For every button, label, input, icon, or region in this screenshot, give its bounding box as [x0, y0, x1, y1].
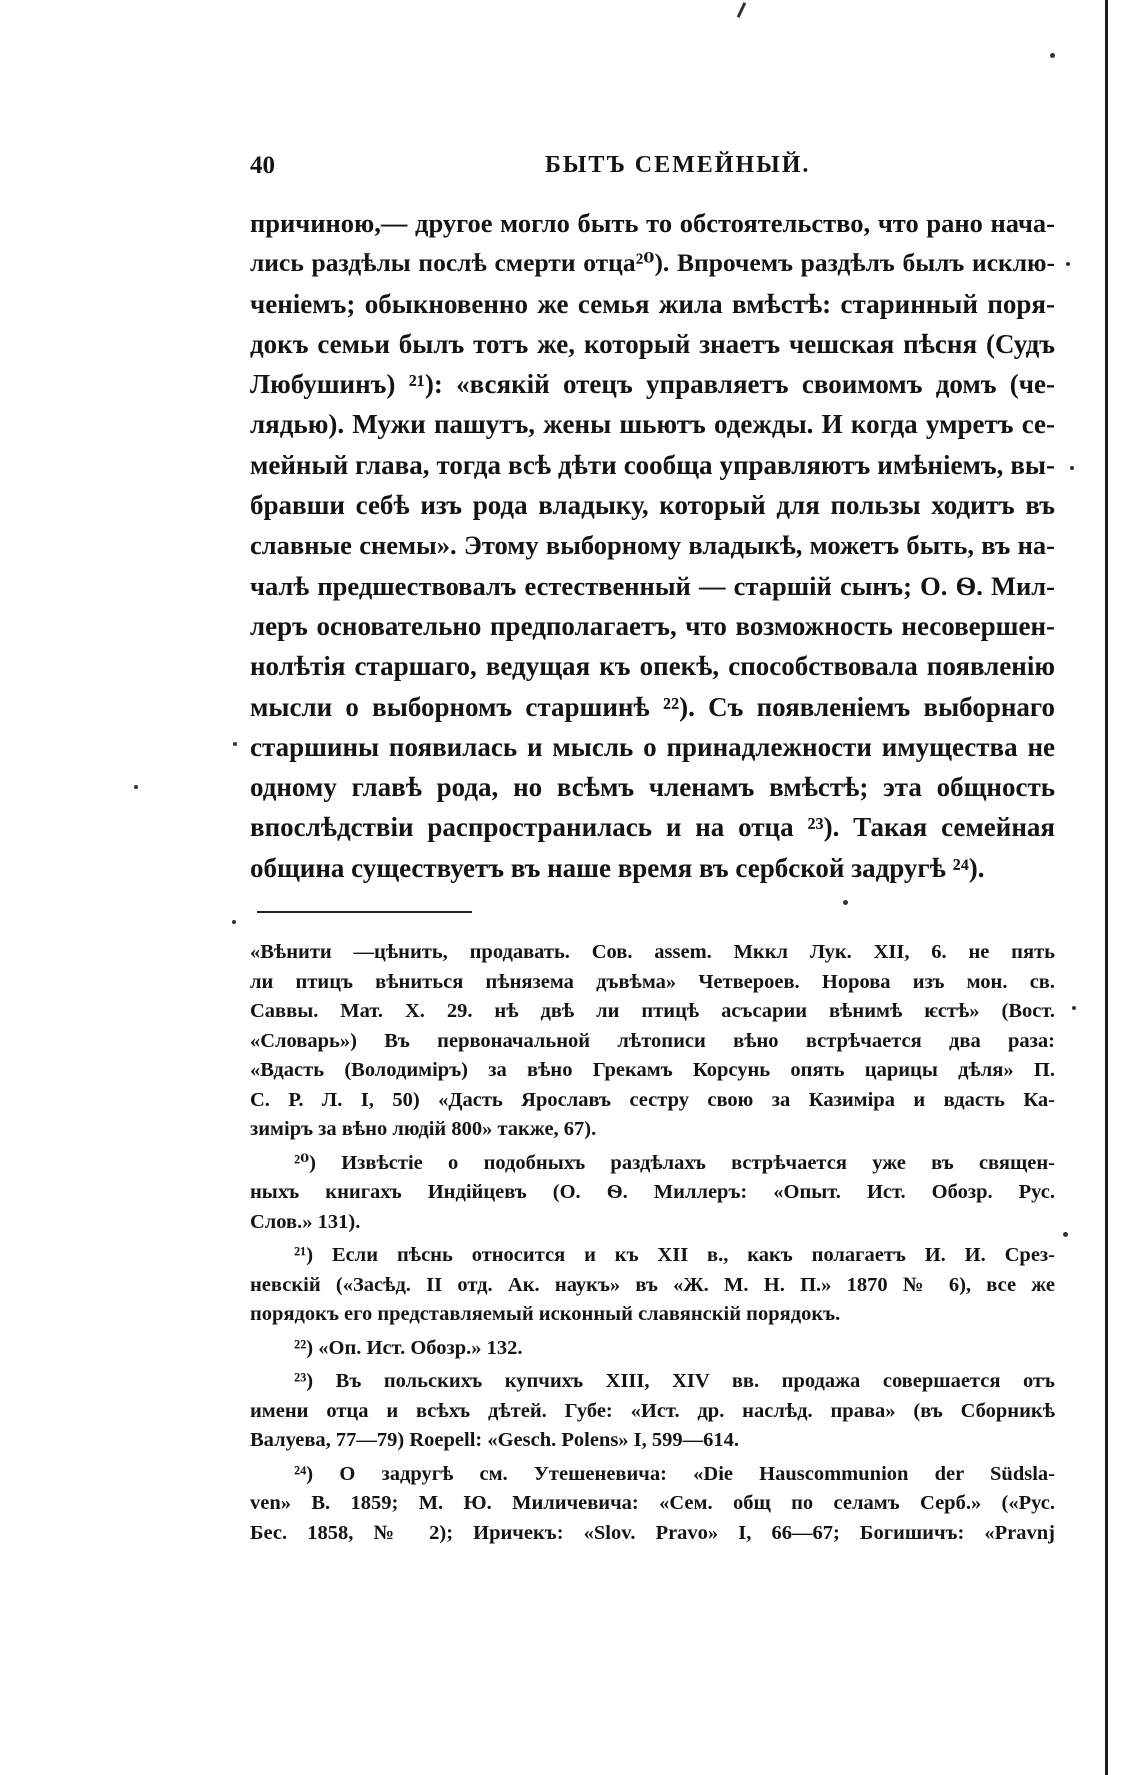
body-line: мейный глава, тогда всѣ дѣти сообща управляютъ имѣніемъ, вы-: [250, 449, 1055, 480]
footnote-line: Бес. 1858, № 2); Иричекъ: «Slov. Pravo» I, 66—67; Богишичъ: «Pravnj: [250, 1521, 1055, 1544]
scan-speck: [1063, 1232, 1068, 1237]
body-line: причиною,— другое могло быть то обстоятельство, что рано нача-: [250, 208, 1055, 238]
footnote-line: невскій («Засѣд. II отд. Ак. наукъ» въ «Ж. М. Н. П.» 1870 № 6), все же: [250, 1273, 1055, 1296]
body-line: лядью). Мужи пашутъ, жены шьютъ одежды. И когда умретъ се-: [250, 409, 1055, 440]
footnote-line: имени отца и всѣхъ дѣтей. Губе: «Ист. др. наслѣд. права» (въ Сборникѣ: [250, 1399, 1055, 1422]
footnote-line: ²³) Въ польскихъ купчихъ XIII, XIV вв. продажа совершается отъ: [294, 1370, 1055, 1392]
footnote-21: [250, 1241, 1055, 1330]
body-line: одному главѣ рода, но всѣмъ членамъ вмѣстѣ; эта общность: [250, 772, 1055, 803]
body-line: докъ семьи былъ тотъ же, который знаетъ чешская пѣсня (Судъ: [250, 328, 1055, 359]
page-edge-line: [1105, 0, 1108, 1775]
footnotes: [250, 938, 1055, 1548]
body-line: община существуетъ въ наше время въ сербской задругѣ ²⁴).: [250, 852, 985, 883]
footnote-line: ²⁴) О задругѣ см. Утешеневича: «Die Hauscommunion der Südsla-: [294, 1462, 1055, 1485]
page-number: 40: [250, 152, 275, 179]
page-header: [250, 152, 1055, 188]
scan-speck: [1072, 1006, 1076, 1010]
footnote-line: порядокъ его представляемый исконный славянскій порядокъ.: [250, 1303, 841, 1325]
footnote-line: ven» В. 1859; М. Ю. Миличевича: «Сем. общ по селамъ Серб.» («Рус.: [250, 1492, 1055, 1514]
scan-speck: [1070, 466, 1074, 470]
footnote-line: ²⁰) Извѣстіе о подобныхъ раздѣлахъ встрѣчается уже въ священ-: [294, 1151, 1055, 1174]
body-line: мысли о выборномъ старшинѣ ²²). Съ появленіемъ выборнаго: [250, 691, 1055, 722]
footnote-20: [250, 1149, 1055, 1238]
scan-mark: [737, 2, 746, 18]
body-line: лись раздѣлы послѣ смерти отца²⁰). Впрочемъ раздѣлъ былъ исклю-: [250, 248, 1055, 278]
footnote-23: [250, 1367, 1055, 1456]
body-line: впослѣдствіи распространилась и на отца ²³). Такая семейная: [250, 812, 1055, 843]
body-line: чалѣ предшествовалъ естественный — старшій сынъ; О. Ѳ. Мил-: [250, 570, 1055, 601]
footnote-line: зиміръ за вѣно людій 800» также, 67).: [250, 1118, 597, 1140]
footnote-separator: [257, 911, 472, 913]
footnote-line: «Вдасть (Володиміръ) за вѣно Грекамъ Корсунь опять царицы дѣля» П.: [250, 1059, 1055, 1081]
body-line: бравши себѣ изъ рода владыку, который для пользы ходитъ въ: [250, 490, 1055, 521]
footnote-24: [250, 1460, 1055, 1549]
footnote-line: Саввы. Мат. X. 29. нѣ двѣ ли птицѣ асъсарии вѣнимѣ ѥстѣ» (Вост.: [250, 1000, 1055, 1022]
body-line: Любушинъ) ²¹): «всякій отецъ управляетъ своимомъ домъ (че-: [250, 369, 1055, 400]
footnote-22: [250, 1334, 1055, 1364]
scan-speck: [134, 785, 138, 789]
body-text: [250, 203, 1055, 888]
scan-speck: [1066, 262, 1070, 266]
scan-speck: [1050, 53, 1055, 58]
scan-speck: [843, 900, 848, 905]
footnote-line: ли птицъ вѣниться пѣнязема дъвѣма» Четвероев. Норова изъ мон. св.: [250, 970, 1055, 993]
body-line: славные снемы». Этому выборному владыкѣ, можетъ быть, въ на-: [250, 530, 1055, 561]
footnote-continuation: [250, 938, 1055, 1145]
footnote-line: ныхъ книгахъ Индійцевъ (О. Ѳ. Миллеръ: «Опыт. Ист. Обозр. Рус.: [250, 1181, 1055, 1203]
footnote-line: ²¹) Если пѣснь относится и къ XII в., какъ полагаетъ И. И. Срез-: [294, 1244, 1055, 1266]
footnote-line: «Вѣнити —цѣнить, продавать. Сов. assem. Мккл Лук. XII, 6. не пять: [250, 941, 1055, 963]
running-head: БЫТЪ СЕМЕЙНЫЙ.: [545, 152, 811, 178]
footnote-line: Слов.» 131).: [250, 1210, 361, 1233]
footnote-line: «Словарь») Въ первоначальной лѣтописи вѣно встрѣчается два раза:: [250, 1029, 1055, 1052]
footnote-line: ²²) «Оп. Ист. Обозр.» 132.: [294, 1336, 523, 1359]
footnote-line: С. Р. Л. I, 50) «Дасть Ярославъ сестру свою за Казиміра и вдасть Ка-: [250, 1088, 1055, 1111]
scan-speck: [233, 742, 237, 746]
body-line: старшины появилась и мысль о принадлежности имущества не: [250, 731, 1055, 762]
body-line: леръ основательно предполагаетъ, что возможность несовершен-: [250, 610, 1055, 641]
footnote-line: Валуева, 77—79) Roepell: «Gesch. Polens» I, 599—614.: [250, 1429, 740, 1451]
scan-speck: [232, 920, 236, 924]
body-line: нолѣтія старшаго, ведущая къ опекѣ, способствовала появленію: [250, 651, 1055, 682]
body-line: ченіемъ; обыкновенно же семья жила вмѣстѣ: старинный поря-: [250, 288, 1055, 319]
